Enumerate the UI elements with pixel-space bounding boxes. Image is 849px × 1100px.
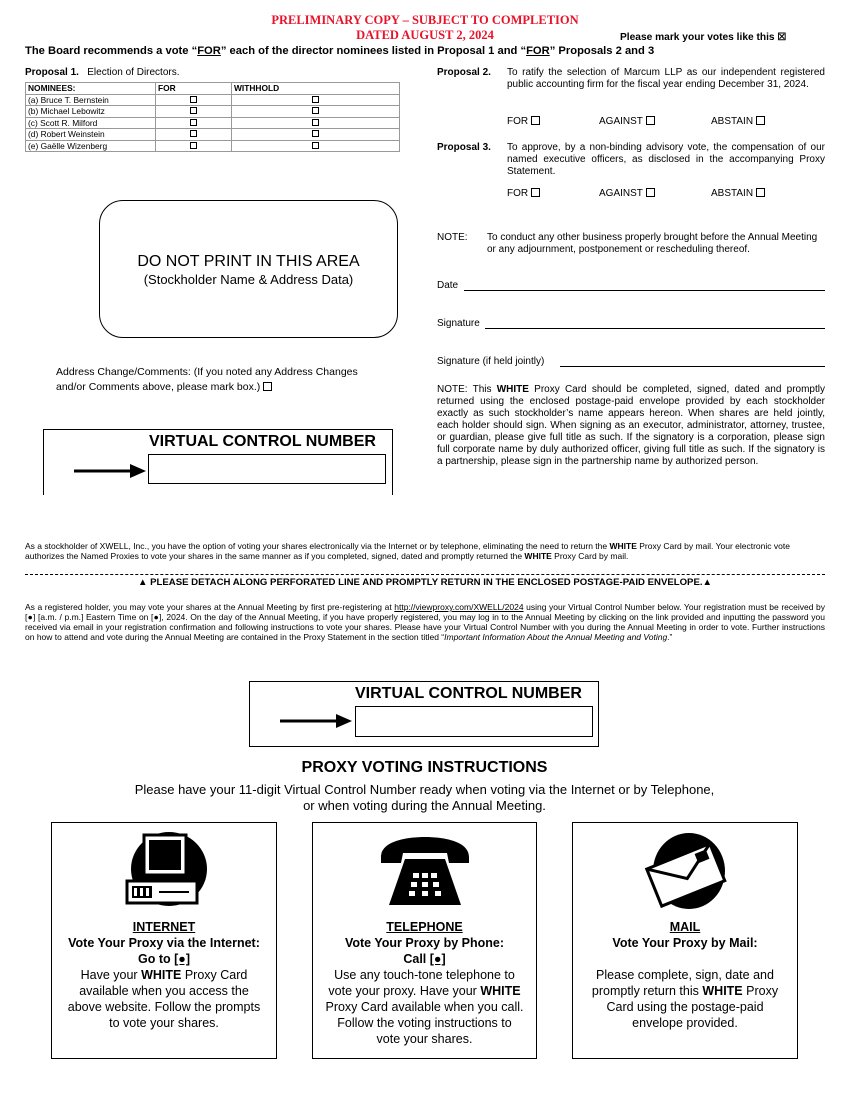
registered-holder-text (25, 602, 825, 642)
proposal-3-for[interactable] (507, 188, 540, 199)
telephone-number-placeholder[interactable]: [●] (429, 952, 446, 966)
proposal-2-label: Proposal 2. (437, 67, 491, 78)
nominee-name: (b) Michael Lebowitz (26, 106, 156, 118)
date-line[interactable] (464, 290, 825, 291)
withhold-checkbox[interactable] (312, 119, 319, 126)
proposal-3-label: Proposal 3. (437, 142, 491, 153)
arrow-right-icon (74, 463, 146, 484)
registration-link[interactable]: http://viewproxy.com/XWELL/2024 (394, 602, 524, 612)
for-checkbox[interactable] (531, 188, 540, 197)
for-checkbox-cell[interactable] (156, 94, 232, 106)
proposal-3-against[interactable] (599, 188, 655, 199)
telephone-sub1: Vote Your Proxy by Phone: (344, 936, 505, 950)
date-label: Date (437, 280, 459, 291)
for-checkbox-cell[interactable] (156, 140, 232, 152)
withhold-checkbox-cell[interactable] (232, 117, 400, 129)
for-checkbox[interactable] (190, 142, 197, 149)
note-2-a: NOTE: This (437, 384, 497, 395)
proposal-2-abstain[interactable] (711, 116, 765, 127)
mail-heading: MAIL (669, 920, 701, 934)
board-rec-text-a: The Board recommends a vote “ (25, 45, 198, 57)
proposal-1-title: Election of Directors. (87, 67, 180, 78)
for-checkbox[interactable] (190, 119, 197, 126)
address-change-text (56, 365, 386, 395)
abstain-checkbox[interactable] (756, 188, 765, 197)
electronic-a: As a stockholder of XWELL, Inc., you have the option of voting your shares electronically via the Internet or by telephone, eliminating the need to return the (25, 541, 610, 551)
electronic-white-2: WHITE (524, 551, 552, 561)
table-row (26, 94, 400, 106)
vcn-input-lower[interactable] (355, 706, 593, 737)
signature-joint-line[interactable] (560, 366, 825, 367)
internet-sub1: Vote Your Proxy via the Internet: (68, 936, 260, 950)
address-area-box (99, 200, 398, 338)
withhold-checkbox-cell[interactable] (232, 94, 400, 106)
internet-white: WHITE (141, 968, 182, 982)
note-1-label: NOTE: (437, 232, 468, 243)
envelope-icon (573, 823, 797, 915)
mark-votes-instruction: Please mark your votes like this ☒ (620, 32, 787, 43)
board-rec-for-1: FOR (197, 45, 221, 57)
telephone-white: WHITE (480, 984, 521, 998)
internet-body (52, 967, 276, 1031)
against-checkbox[interactable] (646, 188, 655, 197)
note-1-text: To conduct any other business properly brought before the Annual Meeting or any adjournment, postponement or rescheduling thereof. (487, 232, 818, 255)
mail-body (573, 951, 797, 1031)
address-change-label: Address Change/Comments: (If you noted any Address Changes and/or Comments above, please mark box.) (56, 366, 358, 393)
electronic-voting-text (25, 541, 825, 561)
proposal-3-abstain[interactable] (711, 188, 765, 199)
withhold-checkbox[interactable] (312, 142, 319, 149)
board-rec-for-2: FOR (526, 45, 550, 57)
internet-body-b: Proxy Card available when you access the above website. Follow the prompts to vote your shares. (67, 968, 261, 1030)
vcn-title-upper: VIRTUAL CONTROL NUMBER (149, 433, 376, 450)
registered-italic: Important Information About the Annual Meeting and Voting (444, 632, 668, 642)
option-label: AGAINST (599, 188, 643, 199)
nominee-name: (a) Bruce T. Bernstein (26, 94, 156, 106)
address-change-checkbox[interactable] (263, 382, 272, 391)
nominees-table (25, 82, 400, 152)
mail-white: WHITE (702, 984, 743, 998)
table-row (26, 129, 400, 141)
arrow-right-icon (280, 713, 352, 734)
board-rec-text-c: ” Proposals 2 and 3 (549, 45, 655, 57)
detach-instruction: ▲ PLEASE DETACH ALONG PERFORATED LINE AND PROMPTLY RETURN IN THE ENCLOSED POSTAGE-PAID ENVELOPE.▲ (137, 577, 713, 588)
mail-body-b: Proxy Card using the postage-paid envelope provided. (606, 984, 779, 1030)
for-checkbox[interactable] (190, 96, 197, 103)
board-rec-text-b: ” each of the director nominees listed in Proposal 1 and “ (220, 45, 527, 57)
telephone-body-b: Proxy Card available when you call. Follow the voting instructions to vote your shares. (325, 1000, 524, 1046)
telephone-body (313, 967, 536, 1047)
instructions-line2: or when voting during the Annual Meeting. (303, 798, 546, 813)
internet-body-a: Have your (80, 968, 142, 982)
telephone-icon (313, 823, 536, 915)
against-checkbox[interactable] (646, 116, 655, 125)
telephone-sub2 (313, 951, 536, 967)
internet-sub2 (52, 951, 276, 967)
vcn-box-upper (43, 429, 393, 495)
electronic-b: Proxy Card by mail. Your electronic vote authorizes the Named Proxies to vote your shares in the same manner as if you completed, signed, dated and promptly returned the (25, 541, 790, 561)
address-area-line1: DO NOT PRINT IN THIS AREA (137, 253, 360, 270)
for-checkbox[interactable] (531, 116, 540, 125)
telephone-call: Call (403, 952, 430, 966)
signature-line[interactable] (485, 328, 825, 329)
signature-joint-label: Signature (if held jointly) (437, 356, 545, 367)
computer-icon (52, 823, 276, 915)
telephone-body-a: Use any touch-tone telephone to vote your proxy. Have your (328, 968, 515, 998)
withhold-checkbox-cell[interactable] (232, 129, 400, 141)
vcn-title-lower: VIRTUAL CONTROL NUMBER (355, 685, 582, 702)
proposal-2-for[interactable] (507, 116, 540, 127)
telephone-method-box (312, 822, 537, 1059)
proposal-3-text: To approve, by a non-binding advisory vote, the compensation of our named executive officers, as disclosed in the accompanying Proxy Statement. (507, 142, 825, 177)
option-label: FOR (507, 188, 529, 199)
proposal-3-options (507, 188, 825, 200)
option-label: ABSTAIN (711, 116, 754, 127)
for-checkbox[interactable] (190, 130, 197, 137)
address-area-line2: (Stockholder Name & Address Data) (143, 272, 354, 287)
proposal-2-text: To ratify the selection of Marcum LLP as our independent registered public accounting firm for the fiscal year ending December 31, 2024. (507, 67, 825, 90)
instructions-title: PROXY VOTING INSTRUCTIONS (301, 759, 548, 776)
signature-label: Signature (437, 318, 480, 329)
telephone-heading: TELEPHONE (386, 920, 463, 934)
board-recommendation (25, 45, 654, 57)
table-row (26, 106, 400, 118)
option-label: AGAINST (599, 116, 643, 127)
abstain-checkbox[interactable] (756, 116, 765, 125)
table-row (26, 140, 400, 152)
for-col-header: FOR (156, 83, 232, 95)
option-label: ABSTAIN (711, 188, 754, 199)
note-2-b: Proxy Card should be completed, signed, dated and promptly returned using the enclosed postage-paid envelope provided by each stockholder exactly as such stockholder’s name appears hereon. When shares are held jointly, each holder should sign. When signing as an executor, administrator, attorney, trustee, or guardian, please give full title as such. If the signatory is a corporation, please sign full corporate name by duly authorized officer, giving full title as such. If the signatory is a partnership, please sign in the partnership name by authorized person. (437, 384, 825, 467)
nominee-name: (c) Scott R. Milford (26, 117, 156, 129)
option-label: FOR (507, 116, 529, 127)
preliminary-copy-line2: DATED AUGUST 2, 2024 (356, 28, 494, 42)
withhold-checkbox[interactable] (312, 96, 319, 103)
mail-body-a: Please complete, sign, date and promptly return this (591, 968, 774, 998)
nominees-col-header: NOMINEES: (26, 83, 156, 95)
electronic-white-1: WHITE (609, 541, 637, 551)
vcn-input-upper[interactable] (148, 454, 386, 484)
withhold-checkbox-cell[interactable] (232, 106, 400, 118)
for-checkbox[interactable] (190, 107, 197, 114)
registered-c: .” (667, 632, 673, 642)
internet-method-box (51, 822, 277, 1059)
withhold-checkbox[interactable] (312, 130, 319, 137)
for-checkbox-cell[interactable] (156, 106, 232, 118)
note-2-text (437, 384, 825, 468)
for-checkbox-cell[interactable] (156, 117, 232, 129)
internet-heading: INTERNET (132, 920, 196, 934)
proposal-1-label: Proposal 1. (25, 67, 79, 78)
mail-sub1: Vote Your Proxy by Mail: (612, 936, 758, 950)
nominees-header-row (26, 83, 400, 95)
preliminary-copy-line1: PRELIMINARY COPY – SUBJECT TO COMPLETION (271, 13, 579, 27)
vcn-box-lower (249, 681, 599, 747)
withhold-checkbox[interactable] (312, 107, 319, 114)
internet-url-placeholder[interactable]: [●] (174, 952, 190, 966)
withhold-checkbox-cell[interactable] (232, 140, 400, 152)
instructions-line1: Please have your 11-digit Virtual Control Number ready when voting via the Internet or by Telephone, (134, 782, 715, 797)
for-checkbox-cell[interactable] (156, 129, 232, 141)
nominee-name: (d) Robert Weinstein (26, 129, 156, 141)
perforated-line (25, 574, 825, 575)
proposal-2-against[interactable] (599, 116, 655, 127)
electronic-c: Proxy Card by mail. (551, 551, 629, 561)
registered-b: using your Virtual Control Number below. Your registration must be received by [●] [a.m. / p.m.] Eastern Time on [●], 2024. On the day of the Annual Meeting, if you have properly registered, you may log in to the Annual Meeting by clicking on the link provided and inputting the password you received via email in your registration confirmation and following instructions to vote your shares. Please have your Virtual Control Number with you during the Annual Meeting in order to vote. Further instructions on how to attend and vote during the Annual Meeting are contained in the Proxy Statement in the section titled “ (25, 602, 825, 642)
table-row (26, 117, 400, 129)
internet-goto: Go to (138, 952, 175, 966)
proposal-2-options (507, 116, 825, 128)
nominee-name: (e) Gaëlle Wizenberg (26, 140, 156, 152)
note-2-white: WHITE (496, 384, 529, 395)
proposal-1-heading (25, 67, 180, 78)
registered-a: As a registered holder, you may vote your shares at the Annual Meeting by first pre-registering at (25, 602, 395, 612)
withhold-col-header: WITHHOLD (232, 83, 400, 95)
mail-method-box (572, 822, 798, 1059)
